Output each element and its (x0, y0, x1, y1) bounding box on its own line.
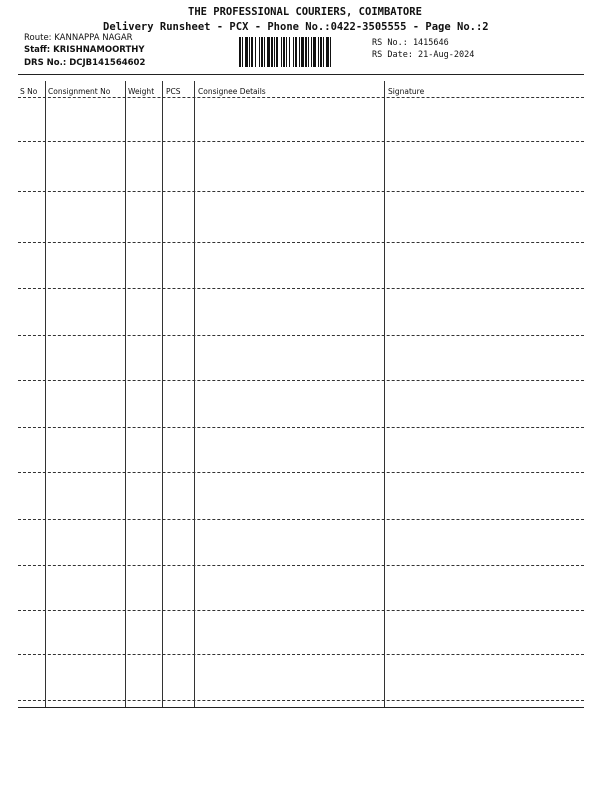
drs-label: DRS No.: DCJB141564602 (24, 58, 146, 68)
header-rule (18, 74, 584, 75)
table-row (18, 611, 584, 655)
row-divider (18, 380, 584, 381)
col-weight-header: Weight (128, 87, 155, 96)
table-row (18, 655, 584, 701)
table-row (18, 381, 584, 428)
table-row (18, 289, 584, 336)
staff-label: Staff: KRISHNAMOORTHY (24, 45, 145, 55)
table-row (18, 428, 584, 473)
table-row (18, 192, 584, 243)
row-divider (18, 472, 584, 473)
row-divider (18, 288, 584, 289)
row-divider (18, 700, 584, 701)
table-row (18, 142, 584, 192)
table-row (18, 97, 584, 142)
col-signature-header: Signature (388, 87, 425, 96)
table-row (18, 243, 584, 289)
rs-date-label: RS Date: 21-Aug-2024 (372, 50, 475, 60)
row-divider (18, 141, 584, 142)
col-pcs-header: PCS (166, 87, 181, 96)
company-title: THE PROFESSIONAL COURIERS, COIMBATORE (188, 6, 422, 18)
table-row (18, 473, 584, 520)
barcode (239, 37, 369, 67)
col-consignee-header: Consignee Details (198, 87, 266, 96)
footer-rule (18, 707, 584, 708)
table-row (18, 520, 584, 566)
route-label: Route: KANNAPPA NAGAR (24, 33, 133, 43)
row-divider (18, 610, 584, 611)
row-divider (18, 191, 584, 192)
rs-no-label: RS No.: 1415646 (372, 38, 449, 48)
row-divider (18, 654, 584, 655)
row-divider (18, 565, 584, 566)
table-row (18, 566, 584, 611)
row-divider (18, 427, 584, 428)
table-row (18, 336, 584, 381)
row-divider (18, 335, 584, 336)
col-sno-header: S No (20, 87, 38, 96)
row-divider (18, 242, 584, 243)
col-consignment-header: Consignment No (48, 87, 111, 96)
runsheet-title: Delivery Runsheet - PCX - Phone No.:0422-3505555 - Page No.:2 (103, 21, 489, 33)
row-divider (18, 519, 584, 520)
